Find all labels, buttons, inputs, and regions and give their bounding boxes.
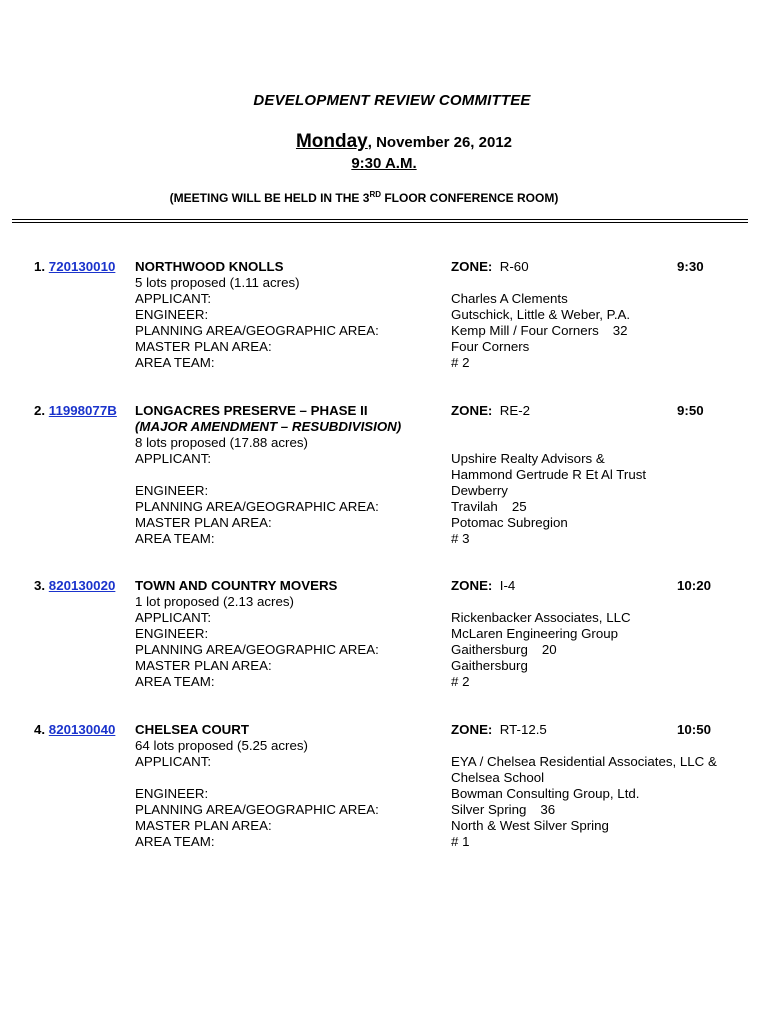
area-team-label: AREA TEAM: (135, 531, 215, 546)
engineer-value: Bowman Consulting Group, Ltd. (451, 786, 640, 801)
planning-area-value: Silver Spring (451, 802, 527, 817)
applicant-value: Rickenbacker Associates, LLC (451, 610, 631, 625)
planning-area-label: PLANNING AREA/GEOGRAPHIC AREA: (135, 499, 379, 514)
item-index: 3. (34, 578, 46, 593)
note-part-2: FLOOR CONFERENCE ROOM) (381, 191, 559, 205)
applicant-value-2: Hammond Gertrude R Et Al Trust (451, 467, 647, 482)
zone-value: RE-2 (499, 403, 531, 418)
project-name: NORTHWOOD KNOLLS (135, 259, 284, 274)
item-details (135, 578, 435, 690)
plan-number-link[interactable]: 820130020 (48, 578, 116, 593)
area-team-label: AREA TEAM: (135, 355, 215, 370)
master-plan-value: North & West Silver Spring (451, 818, 609, 833)
note-superscript: RD (369, 190, 381, 199)
meeting-time: 9:30 A.M. (351, 155, 417, 172)
engineer-label: ENGINEER: (135, 307, 209, 322)
zone-value: R-60 (499, 259, 529, 274)
area-team-value: # 1 (451, 834, 470, 849)
master-plan-label: MASTER PLAN AREA: (135, 339, 272, 354)
planning-area-code: 20 (541, 642, 557, 657)
engineer-value: Dewberry (451, 483, 508, 498)
plan-number-link[interactable]: 11998077B (48, 403, 117, 418)
item-details (135, 259, 435, 371)
applicant-value-2: Chelsea School (451, 770, 545, 785)
planning-area-label: PLANNING AREA/GEOGRAPHIC AREA: (135, 323, 379, 338)
applicant-label: APPLICANT: (135, 754, 212, 769)
area-team-value: # 2 (451, 674, 470, 689)
item-index: 2. (34, 403, 46, 418)
zone-label: ZONE: (451, 578, 493, 593)
planning-area-value: Travilah (451, 499, 498, 514)
header-divider-top (12, 219, 748, 220)
item-index: 1. (34, 259, 46, 274)
review-time: 9:50 (677, 403, 704, 418)
zone-label: ZONE: (451, 403, 493, 418)
review-time: 10:50 (677, 722, 712, 737)
master-plan-label: MASTER PLAN AREA: (135, 658, 272, 673)
applicant-value: EYA / Chelsea Residential Associates, LLC & (451, 754, 717, 769)
review-time: 10:20 (677, 578, 712, 593)
zone-label: ZONE: (451, 722, 493, 737)
meeting-day: Monday (295, 131, 368, 152)
meeting-date (0, 131, 768, 153)
engineer-value: Gutschick, Little & Weber, P.A. (451, 307, 631, 322)
header-divider-bottom (12, 222, 748, 223)
planning-area-label: PLANNING AREA/GEOGRAPHIC AREA: (135, 802, 379, 817)
area-team-value: # 2 (451, 355, 470, 370)
master-plan-label: MASTER PLAN AREA: (135, 818, 272, 833)
lots-proposed: 64 lots proposed (5.25 acres) (135, 738, 308, 753)
planning-area-code: 25 (511, 499, 527, 514)
area-team-value: # 3 (451, 531, 470, 546)
zone-label: ZONE: (451, 259, 493, 274)
item-values (451, 259, 751, 371)
engineer-label: ENGINEER: (135, 626, 209, 641)
review-time: 9:30 (677, 259, 704, 274)
applicant-value: Charles A Clements (451, 291, 568, 306)
engineer-value: McLaren Engineering Group (451, 626, 619, 641)
planning-area-value: Kemp Mill / Four Corners (451, 323, 599, 338)
plan-number-link[interactable]: 720130010 (48, 259, 116, 274)
planning-area-code: 32 (612, 323, 628, 338)
master-plan-value: Potomac Subregion (451, 515, 568, 530)
project-subtitle: (MAJOR AMENDMENT – RESUBDIVISION) (135, 419, 402, 434)
note-part-1: (MEETING WILL BE HELD IN THE 3 (169, 191, 370, 205)
planning-area-label: PLANNING AREA/GEOGRAPHIC AREA: (135, 642, 379, 657)
project-name: CHELSEA COURT (135, 722, 250, 737)
applicant-label: APPLICANT: (135, 610, 212, 625)
planning-area-code: 36 (540, 802, 556, 817)
item-values (451, 722, 751, 850)
master-plan-value: Four Corners (451, 339, 530, 354)
meeting-date-text: , November 26, 2012 (367, 134, 513, 151)
engineer-label: ENGINEER: (135, 483, 209, 498)
zone-value: RT-12.5 (499, 722, 547, 737)
project-name: TOWN AND COUNTRY MOVERS (135, 578, 338, 593)
area-team-label: AREA TEAM: (135, 834, 215, 849)
item-index: 4. (34, 722, 46, 737)
lots-proposed: 8 lots proposed (17.88 acres) (135, 435, 308, 450)
engineer-label: ENGINEER: (135, 786, 209, 801)
master-plan-value: Gaithersburg (451, 658, 528, 673)
item-details (135, 403, 435, 547)
master-plan-label: MASTER PLAN AREA: (135, 515, 272, 530)
applicant-value: Upshire Realty Advisors & (451, 451, 605, 466)
applicant-label: APPLICANT: (135, 451, 212, 466)
committee-title: DEVELOPMENT REVIEW COMMITTEE (253, 92, 531, 109)
item-values (451, 578, 751, 690)
meeting-location-note (0, 190, 728, 205)
applicant-label: APPLICANT: (135, 291, 212, 306)
project-name: LONGACRES PRESERVE – PHASE II (135, 403, 368, 418)
zone-value: I-4 (499, 578, 516, 593)
lots-proposed: 1 lot proposed (2.13 acres) (135, 594, 294, 609)
item-details (135, 722, 435, 850)
area-team-label: AREA TEAM: (135, 674, 215, 689)
lots-proposed: 5 lots proposed (1.11 acres) (135, 275, 300, 290)
item-values (451, 403, 751, 547)
planning-area-value: Gaithersburg (451, 642, 528, 657)
plan-number-link[interactable]: 820130040 (48, 722, 116, 737)
